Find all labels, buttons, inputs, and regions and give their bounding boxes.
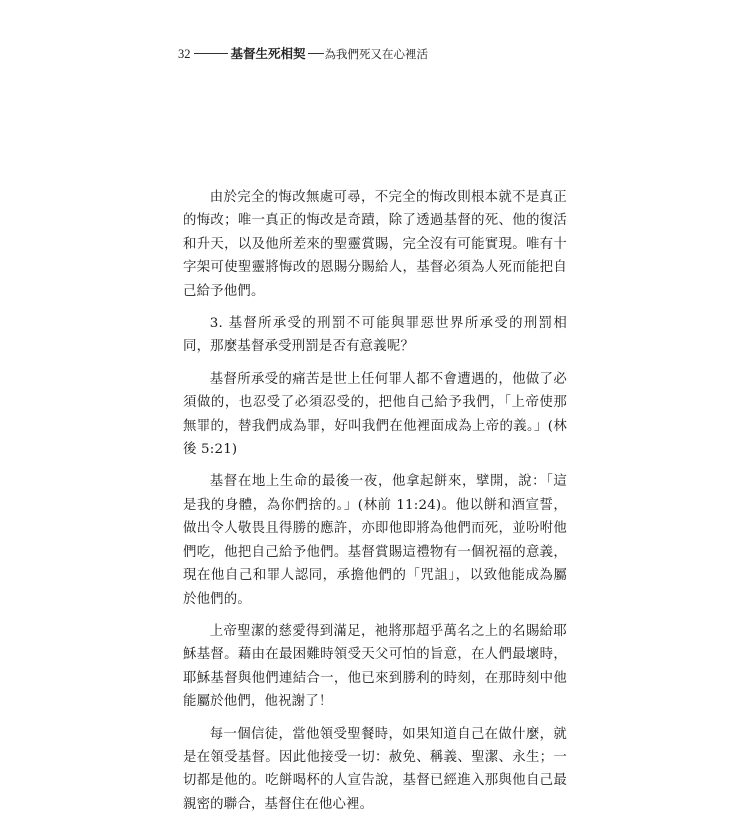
paragraph: 由於完全的悔改無處可尋，不完全的悔改則根本就不是真正的悔改；唯一真正的悔改是奇蹟，除了透過基督的死、他的復活和升天，以及他所差來的聖靈賞賜，完全沒有可能實現。唯有十字架可使聖靈將悔改的恩賜分賜給人，基督必須為人死而能把自己給予他們。 xyxy=(183,190,567,299)
paragraph: 每一個信徒，當他領受聖餐時，如果知道自己在做什麼，就是在領受基督。因此他接受一切：赦免、稱義、聖潔、永生；一切都是他的。吃餅喝杯的人宣告說，基督已經進入那與他自己最親密的聯合，基督住在他心裡。 xyxy=(183,726,567,812)
numbered-question: 3. 基督所承受的刑罰不可能與罪惡世界所承受的刑罰相同，那麼基督承受刑罰是否有意義呢？ xyxy=(183,316,567,355)
page-number: 32 xyxy=(178,47,191,61)
body-text xyxy=(183,186,567,825)
header-rule xyxy=(194,53,228,54)
paragraph: 上帝聖潔的慈愛得到滿足，祂將那超乎萬名之上的名賜給耶穌基督。藉由在最困難時領受天父可怕的旨意，在人們最壞時，耶穌基督與他們連結合一，他已來到勝利的時刻，在那時刻中他能屬於他們，他祝謝了！ xyxy=(183,623,567,710)
paragraph: 基督所承受的痛苦是世上任何罪人都不會遭遇的，他做了必須做的，也忍受了必須忍受的，把他自己給予我們，「上帝使那無罪的，替我們成為罪，好叫我們在他裡面成為上帝的義。」(林後 5:21) xyxy=(183,371,567,458)
book-title: 基督生死相契 xyxy=(230,46,306,61)
running-header xyxy=(178,46,428,62)
book-subtitle: 為我們死又在心裡活 xyxy=(324,47,429,61)
subtitle-rule xyxy=(308,53,324,54)
paragraph: 基督在地上生命的最後一夜，他拿起餅來，擘開，說：「這是我的身體，為你們捨的。」(林前 11:24)。他以餅和酒宣誓，做出令人敬畏且得勝的應許，亦即他即將為他們而死，並吩咐他們吃，他把自己給予他們。基督賞賜這禮物有一個祝福的意義，現在他自己和罪人認同，承擔他們的「咒詛」，以致他能成為屬於他們的。 xyxy=(183,474,567,607)
